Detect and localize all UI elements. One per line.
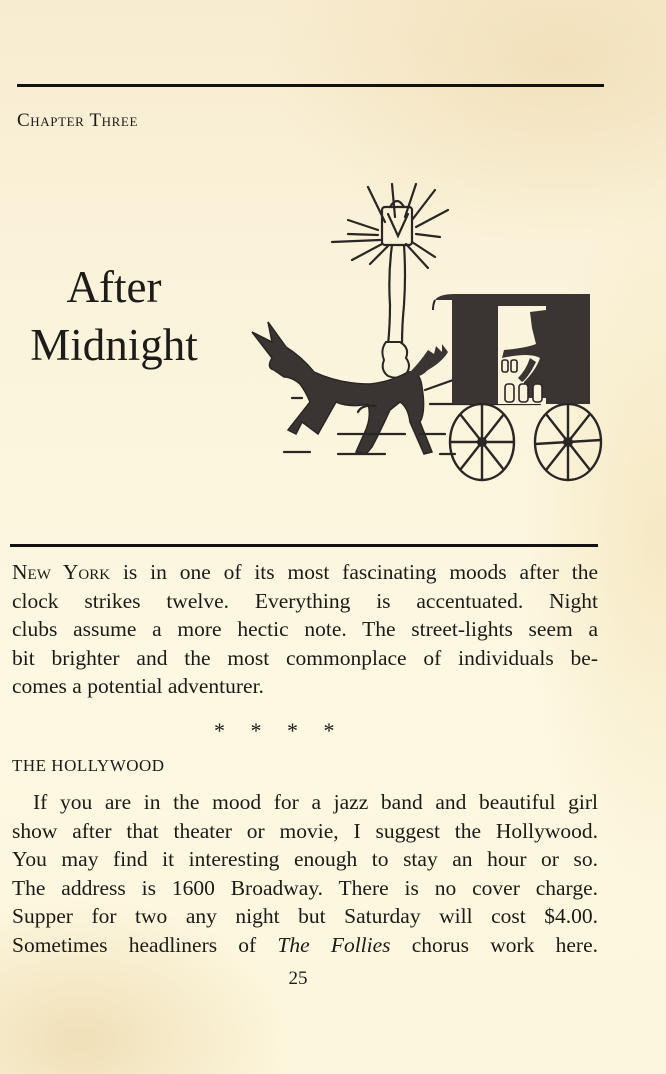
chapter-title-line-1: After xyxy=(66,262,162,312)
chapter-title xyxy=(0,258,228,374)
chapter-label: Chapter Three xyxy=(17,110,138,131)
intro-lead-small-caps: New York xyxy=(12,560,111,584)
follies-title: The Follies xyxy=(277,932,391,957)
paragraph-line-5: Supper for two any night but Saturday will cost $4.00. xyxy=(12,904,598,929)
top-rule xyxy=(17,84,604,87)
intro-line-4: bit brighter and the most commonplace of individuals be- xyxy=(12,645,598,670)
chapter-title-line-2: Midnight xyxy=(30,320,198,370)
section-rule xyxy=(10,544,598,547)
intro-paragraph xyxy=(12,558,598,701)
intro-line-5: comes a potential adventurer. xyxy=(12,674,264,699)
intro-line-3: clubs assume a more hectic note. The street-lights seem a xyxy=(12,617,598,642)
paragraph-line-6-end: chorus work here. xyxy=(390,932,598,957)
paragraph-line-6 xyxy=(12,931,598,960)
page-number: 25 xyxy=(288,968,308,989)
paragraph-line-4: The address is 1600 Broadway. There is no cover charge. xyxy=(12,875,598,900)
hollywood-paragraph xyxy=(12,788,598,960)
paragraph-line-6-start: Sometimes headliners of xyxy=(12,932,278,957)
section-separator: * * * * xyxy=(214,718,335,743)
horse-wagon-streetlamp-illustration xyxy=(240,172,610,492)
paragraph-line-1: If you are in the mood for a jazz band and beautiful girl xyxy=(33,790,598,814)
section-heading: THE HOLLYWOOD xyxy=(12,756,165,775)
intro-line-2: clock strikes twelve. Everything is accentuated. Night xyxy=(12,588,598,613)
paragraph-line-3: You may find it interesting enough to stay an hour or so. xyxy=(12,847,598,872)
intro-line-1: is in one of its most fascinating moods after the xyxy=(110,560,598,584)
paragraph-line-2: show after that theater or movie, I suggest the Hollywood. xyxy=(12,818,598,843)
